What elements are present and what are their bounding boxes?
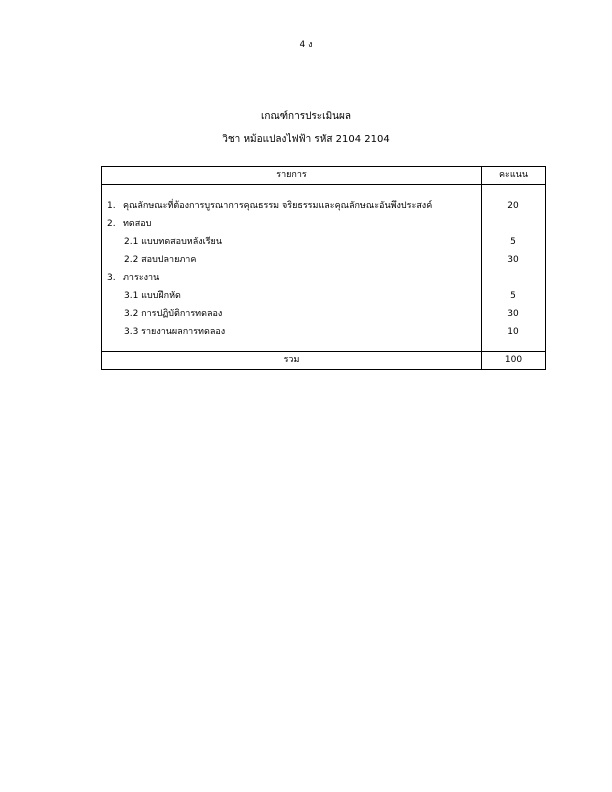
table-row xyxy=(102,269,545,287)
page-number: 4 ง xyxy=(299,40,313,50)
row-label: ภาระงาน xyxy=(123,273,160,283)
row-score xyxy=(481,215,545,233)
table-row xyxy=(102,287,545,305)
header-item: รายการ xyxy=(276,170,307,180)
total-score: 100 xyxy=(481,352,545,369)
row-score: 5 xyxy=(510,237,516,247)
table-header-row xyxy=(102,167,545,185)
row-label: 2.1 แบบทดสอบหลังเรียน xyxy=(124,237,222,247)
table-row xyxy=(102,305,545,323)
row-label: คุณลักษณะที่ต้องการบูรณาการคุณธรรม จริยธรรมและคุณลักษณะอันพึงประสงค์ xyxy=(123,201,433,211)
table-spacer xyxy=(102,341,545,351)
row-number: 2. xyxy=(107,219,116,229)
row-score: 20 xyxy=(507,201,519,211)
table-total-row xyxy=(102,351,545,369)
table-spacer xyxy=(102,185,545,197)
table-row xyxy=(102,323,545,341)
table-row xyxy=(102,233,545,251)
row-number: 1. xyxy=(107,201,116,211)
row-label: 3.2 การปฏิบัติการทดลอง xyxy=(124,309,223,319)
row-label: ทดสอบ xyxy=(123,219,152,229)
row-label: 2.2 สอบปลายภาค xyxy=(124,255,197,265)
table-row xyxy=(102,251,545,269)
row-score: 5 xyxy=(510,291,516,301)
row-label: 3.3 รายงานผลการทดลอง xyxy=(124,327,226,337)
total-label: รวม xyxy=(283,355,300,365)
page-subtitle: วิชา หม้อแปลงไฟฟ้า รหัส 2104 2104 xyxy=(222,134,390,145)
row-score: 30 xyxy=(507,309,519,319)
table-row xyxy=(102,197,545,215)
header-score: คะแนน xyxy=(481,167,545,184)
score-table xyxy=(101,166,546,370)
row-score xyxy=(481,269,545,287)
row-score: 10 xyxy=(507,327,519,337)
row-score: 30 xyxy=(507,255,519,265)
table-row xyxy=(102,215,545,233)
row-number: 3. xyxy=(107,273,116,283)
table-body xyxy=(102,185,545,351)
row-label: 3.1 แบบฝึกหัด xyxy=(124,291,181,301)
page-title: เกณฑ์การประเมินผล xyxy=(260,111,351,122)
